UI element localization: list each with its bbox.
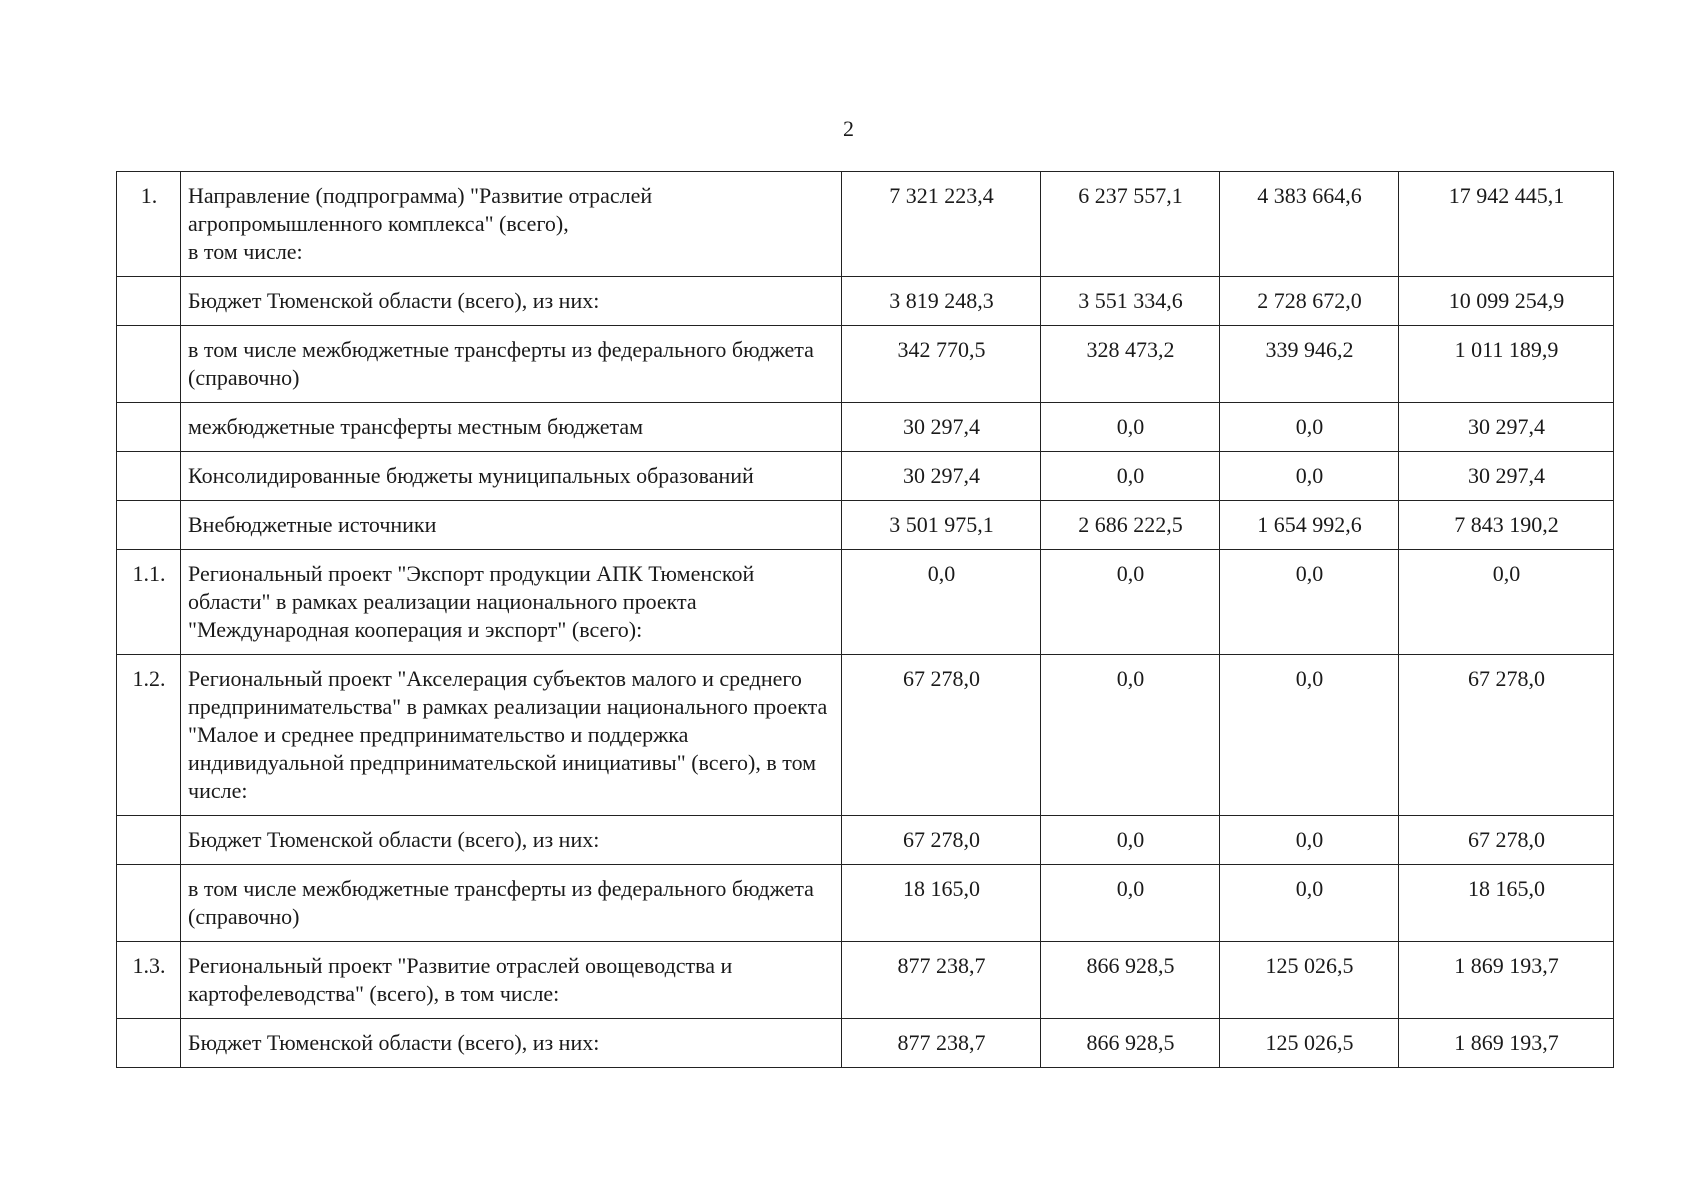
row-number-cell	[117, 403, 181, 452]
value-cell-3: 4 383 664,6	[1220, 172, 1399, 277]
table-row	[117, 816, 1614, 865]
value-cell-1: 877 238,7	[842, 942, 1041, 1019]
value-cell-1: 877 238,7	[842, 1019, 1041, 1068]
value-cell-1: 67 278,0	[842, 655, 1041, 816]
value-cell-1: 18 165,0	[842, 865, 1041, 942]
value-cell-2: 866 928,5	[1041, 1019, 1220, 1068]
value-cell-4: 67 278,0	[1399, 816, 1614, 865]
value-cell-2: 6 237 557,1	[1041, 172, 1220, 277]
value-cell-4: 30 297,4	[1399, 403, 1614, 452]
value-cell-2: 328 473,2	[1041, 326, 1220, 403]
value-cell-3: 339 946,2	[1220, 326, 1399, 403]
row-number-cell	[117, 326, 181, 403]
value-cell-3: 1 654 992,6	[1220, 501, 1399, 550]
row-number-cell: 1.	[117, 172, 181, 277]
value-cell-3: 2 728 672,0	[1220, 277, 1399, 326]
value-cell-4: 18 165,0	[1399, 865, 1614, 942]
table-row	[117, 277, 1614, 326]
table-row	[117, 452, 1614, 501]
value-cell-1: 3 819 248,3	[842, 277, 1041, 326]
table-row	[117, 942, 1614, 1019]
value-cell-4: 7 843 190,2	[1399, 501, 1614, 550]
value-cell-2: 0,0	[1041, 865, 1220, 942]
value-cell-4: 1 869 193,7	[1399, 1019, 1614, 1068]
value-cell-4: 0,0	[1399, 550, 1614, 655]
value-cell-2: 0,0	[1041, 816, 1220, 865]
row-number-cell: 1.3.	[117, 942, 181, 1019]
row-number-cell	[117, 501, 181, 550]
value-cell-1: 0,0	[842, 550, 1041, 655]
row-description-cell: Бюджет Тюменской области (всего), из них:	[181, 1019, 842, 1068]
row-description-cell: Направление (подпрограмма) "Развитие отраслей агропромышленного комплекса" (всего), в том числе:	[181, 172, 842, 277]
value-cell-1: 67 278,0	[842, 816, 1041, 865]
value-cell-3: 0,0	[1220, 452, 1399, 501]
value-cell-3: 0,0	[1220, 550, 1399, 655]
row-description-cell: Бюджет Тюменской области (всего), из них:	[181, 816, 842, 865]
value-cell-2: 2 686 222,5	[1041, 501, 1220, 550]
row-description-cell: Региональный проект "Развитие отраслей овощеводства и картофелеводства" (всего), в том числе:	[181, 942, 842, 1019]
row-description-cell: Консолидированные бюджеты муниципальных образований	[181, 452, 842, 501]
value-cell-3: 0,0	[1220, 403, 1399, 452]
row-description-cell: Региональный проект "Акселерация субъектов малого и среднего предпринимательства" в рамках реализации национального проекта "Малое и среднее предпринимательство и поддержка индивидуальной предпринимательской инициативы" (всего), в том числе:	[181, 655, 842, 816]
value-cell-2: 3 551 334,6	[1041, 277, 1220, 326]
row-number-cell	[117, 452, 181, 501]
budget-table	[116, 171, 1614, 1068]
value-cell-2: 0,0	[1041, 550, 1220, 655]
value-cell-4: 10 099 254,9	[1399, 277, 1614, 326]
row-number-cell: 1.1.	[117, 550, 181, 655]
table-row	[117, 326, 1614, 403]
value-cell-1: 3 501 975,1	[842, 501, 1041, 550]
page-number: 2	[843, 116, 854, 141]
row-description-cell: Бюджет Тюменской области (всего), из них:	[181, 277, 842, 326]
value-cell-3: 125 026,5	[1220, 1019, 1399, 1068]
table-row	[117, 403, 1614, 452]
row-number-cell: 1.2.	[117, 655, 181, 816]
row-description-cell: Внебюджетные источники	[181, 501, 842, 550]
row-description-cell: межбюджетные трансферты местным бюджетам	[181, 403, 842, 452]
table-row	[117, 1019, 1614, 1068]
row-description-cell: Региональный проект "Экспорт продукции АПК Тюменской области" в рамках реализации национального проекта "Международная кооперация и экспорт" (всего):	[181, 550, 842, 655]
value-cell-1: 7 321 223,4	[842, 172, 1041, 277]
table-row	[117, 501, 1614, 550]
row-number-cell	[117, 277, 181, 326]
value-cell-2: 0,0	[1041, 403, 1220, 452]
value-cell-3: 0,0	[1220, 655, 1399, 816]
value-cell-3: 0,0	[1220, 816, 1399, 865]
value-cell-2: 0,0	[1041, 452, 1220, 501]
value-cell-1: 30 297,4	[842, 452, 1041, 501]
row-description-cell: в том числе межбюджетные трансферты из федерального бюджета (справочно)	[181, 865, 842, 942]
value-cell-2: 0,0	[1041, 655, 1220, 816]
row-number-cell	[117, 1019, 181, 1068]
value-cell-4: 1 011 189,9	[1399, 326, 1614, 403]
table-row	[117, 655, 1614, 816]
value-cell-3: 125 026,5	[1220, 942, 1399, 1019]
row-number-cell	[117, 816, 181, 865]
value-cell-2: 866 928,5	[1041, 942, 1220, 1019]
row-description-cell: в том числе межбюджетные трансферты из федерального бюджета (справочно)	[181, 326, 842, 403]
value-cell-1: 342 770,5	[842, 326, 1041, 403]
value-cell-1: 30 297,4	[842, 403, 1041, 452]
row-number-cell	[117, 865, 181, 942]
table-row	[117, 172, 1614, 277]
table-row	[117, 865, 1614, 942]
value-cell-4: 17 942 445,1	[1399, 172, 1614, 277]
budget-table-body	[117, 172, 1614, 1068]
value-cell-4: 30 297,4	[1399, 452, 1614, 501]
table-row	[117, 550, 1614, 655]
value-cell-3: 0,0	[1220, 865, 1399, 942]
value-cell-4: 67 278,0	[1399, 655, 1614, 816]
value-cell-4: 1 869 193,7	[1399, 942, 1614, 1019]
